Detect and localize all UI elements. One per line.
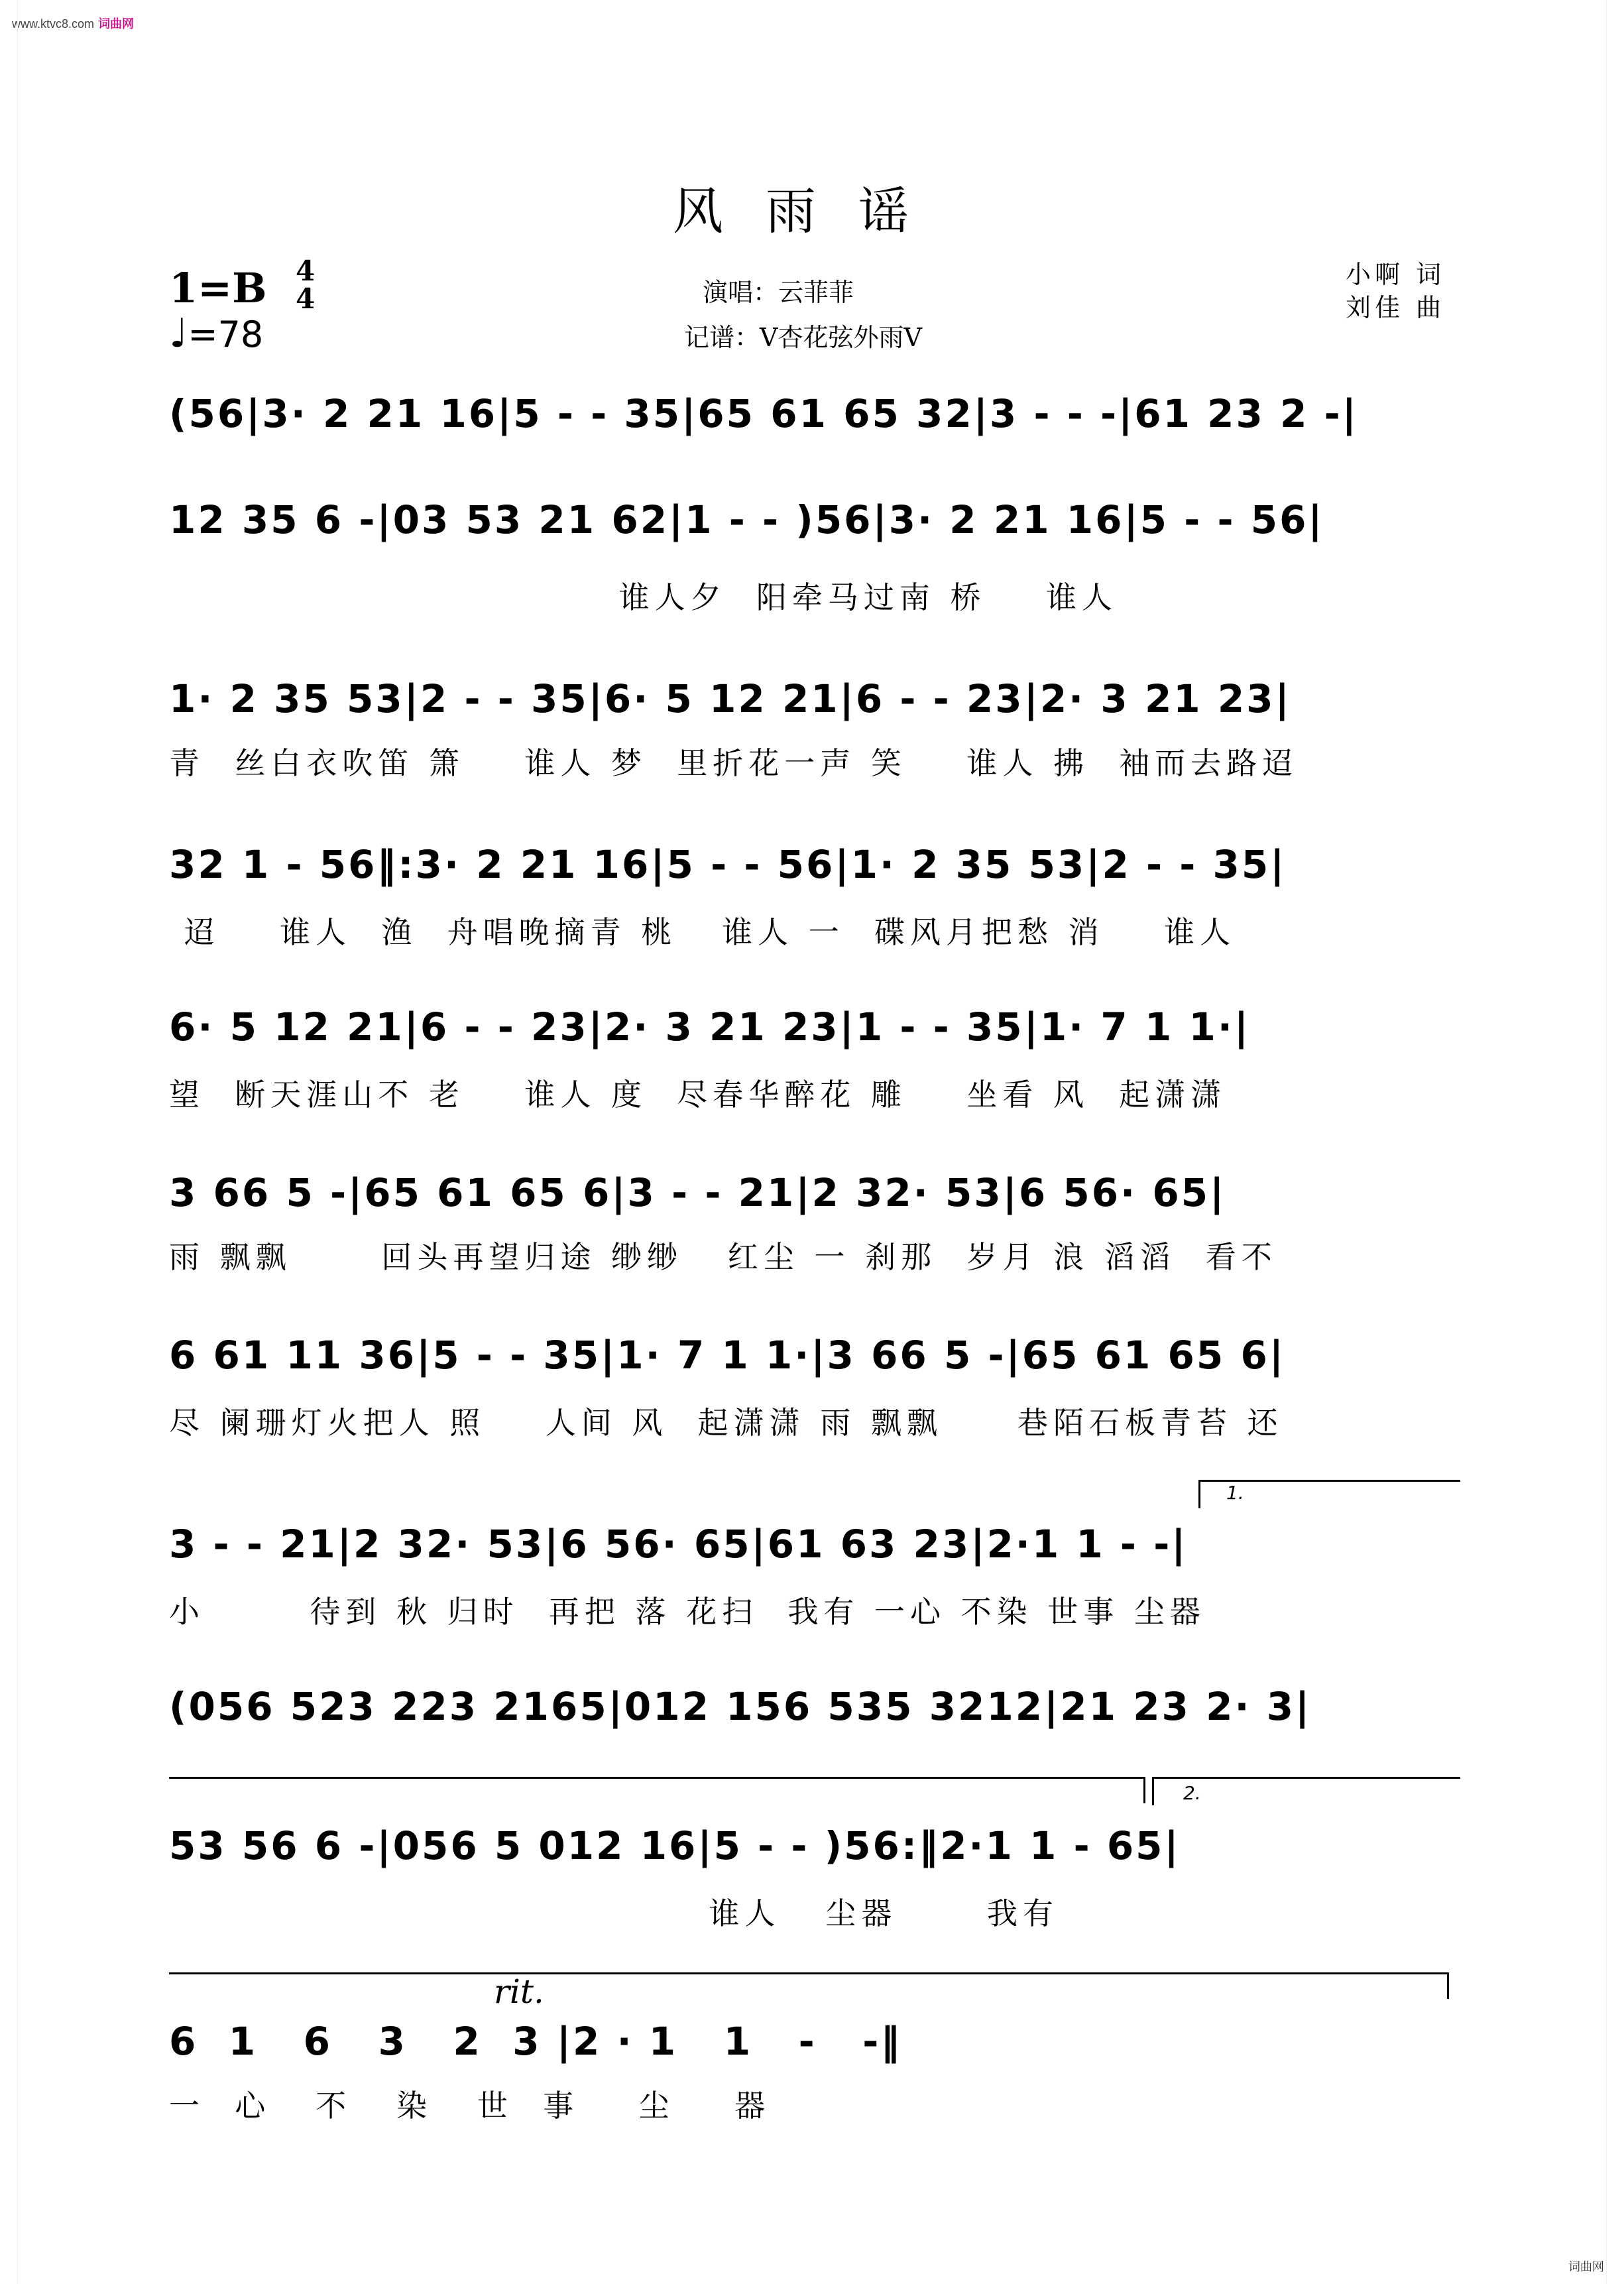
lyric-line: 谁人夕 阳牵马过南 桥 谁人 (169, 579, 1118, 615)
quarter-note-icon: ♩ (169, 310, 188, 357)
left-margin-strip (0, 0, 18, 2284)
song-title: 风雨谣 (673, 182, 951, 241)
first-ending-label: 1. (1226, 1482, 1244, 1504)
phrase-line-end (1447, 1972, 1449, 1999)
notation-line: 6 61 11 36|5 - - 35|1· 7 1 1·|3 66 5 -|65 61 65 6| (169, 1333, 1285, 1378)
lyric-line: 雨 飘飘 回头再望归途 缈缈 红尘 一 刹那 岁月 浪 滔滔 看不 (169, 1239, 1277, 1275)
notation-line: 32 1 - 56‖:3· 2 21 16|5 - - 56|1· 2 35 53|2 - - 35| (169, 842, 1287, 887)
lyric-line: 小 待到 秋 归时 再把 落 花扫 我有 一心 不染 世事 尘器 (169, 1594, 1206, 1630)
ritardando-marking: rit. (494, 1972, 544, 2011)
notation-line: 3 66 5 -|65 61 65 6|3 - - 21|2 32· 53|6 56· 65| (169, 1170, 1226, 1215)
score-system-2 (169, 497, 1460, 544)
time-signature: 4 4 (296, 255, 316, 315)
lyric-line: 尽 阑珊灯火把人 照 人间 风 起潇潇 雨 飘飘 巷陌石板青苔 还 (169, 1405, 1283, 1441)
transcriber-credit: 记谱：V杏花弦外雨V (684, 323, 922, 352)
score-system-3 (169, 676, 1460, 723)
tempo-marking: ♩=78 (169, 310, 264, 357)
site-watermark: www.ktvc8.com 词曲网 (12, 17, 135, 30)
notation-line: 1· 2 35 53|2 - - 35|6· 5 12 21|6 - - 23|2· 3 21 23| (169, 676, 1291, 721)
key-signature: 1=B (169, 264, 267, 312)
tie-line-end (1143, 1777, 1145, 1803)
notation-line: 12 35 6 -|03 53 21 62|1 - - )56|3· 2 21 16|5 - - 56| (169, 497, 1324, 542)
phrase-line (169, 1972, 1448, 1974)
lyric-line: 望 断天涯山不 老 谁人 度 尽春华醉花 雕 坐看 风 起潇潇 (169, 1077, 1227, 1112)
score-system-6 (169, 1170, 1460, 1217)
notation-line: (056 523 223 2165|012 156 535 3212|21 23 2· 3| (169, 1684, 1312, 1729)
right-margin-strip (1606, 0, 1624, 2284)
notation-line: 53 56 6 -|056 5 012 16|5 - - )56:‖2·1 1 - 65| (169, 1823, 1181, 1868)
lyric-line: 迢 谁人 渔 舟唱晚摘青 桃 谁人 一 碟风月把愁 消 谁人 (169, 914, 1236, 950)
lyricist-credit: 小啊 词 (1346, 260, 1446, 289)
notation-line: 6· 5 12 21|6 - - 23|2· 3 21 23|1 - - 35|1· 7 1 1·| (169, 1004, 1251, 1050)
score-system-8 (169, 1522, 1460, 1568)
composer-credit: 刘佳 曲 (1346, 293, 1446, 322)
score-system-5 (169, 1004, 1460, 1051)
score-system-4 (169, 842, 1460, 888)
score-system-11 (169, 2019, 1460, 2065)
footer-note: 词曲网 (1568, 2260, 1604, 2273)
notation-line: 6 1 6 3 2 3 |2 · 1 1 - -‖ (169, 2019, 902, 2064)
lyric-line: 一 心 不 染 世 事 尘 器 (169, 2088, 771, 2124)
lyric-line: 青 丝白衣吹笛 箫 谁人 梦 里折花一声 笑 谁人 拂 袖而去路迢 (169, 745, 1299, 781)
notation-line: (56|3· 2 21 16|5 - - 35|65 61 65 32|3 - - -|61 23 2 -| (169, 391, 1358, 436)
notation-line: 3 - - 21|2 32· 53|6 56· 65|61 63 23|2·1 1 - -| (169, 1522, 1188, 1567)
second-ending-label: 2. (1183, 1782, 1201, 1804)
score-system-9 (169, 1684, 1460, 1730)
lyric-line: 谁人 尘器 我有 (169, 1895, 1059, 1931)
tie-line (169, 1777, 1143, 1779)
score-system-1 (169, 391, 1460, 438)
singer-credit: 演唱：云菲菲 (703, 278, 854, 307)
score-system-7 (169, 1333, 1460, 1379)
score-system-10 (169, 1823, 1460, 1870)
